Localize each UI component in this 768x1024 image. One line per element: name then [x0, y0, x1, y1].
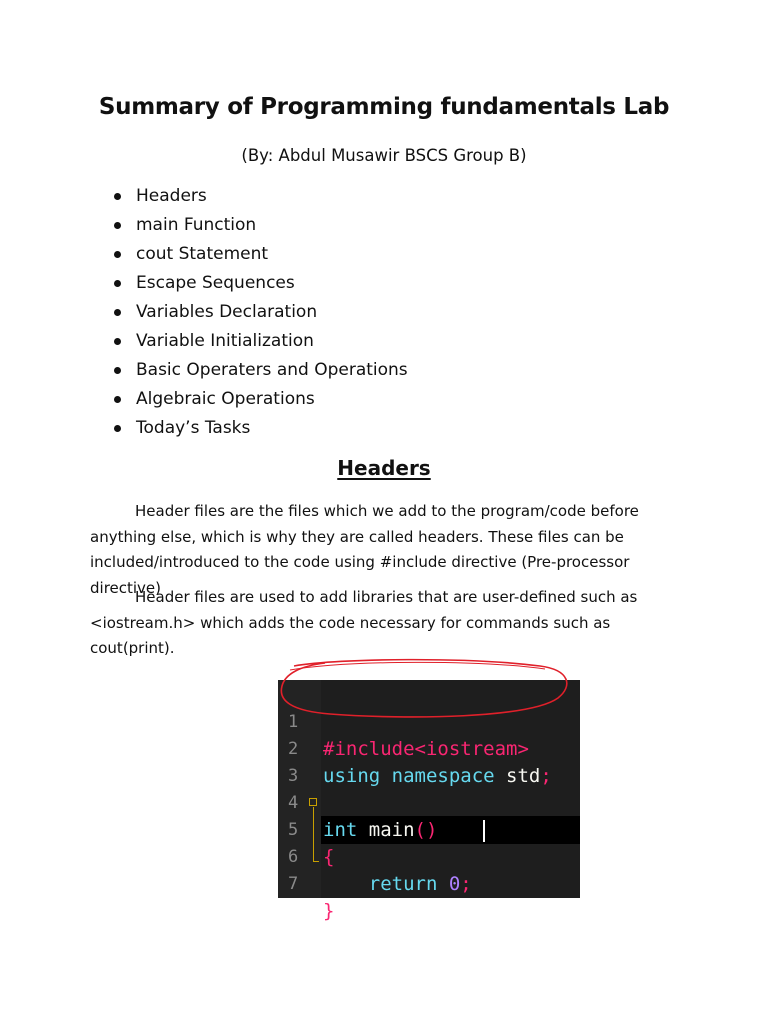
code-line-4: 4 int main()	[288, 793, 438, 841]
bullet-icon	[114, 396, 121, 403]
bullet-icon	[114, 367, 121, 374]
list-item: Variables Declaration	[110, 298, 408, 327]
section-heading-headers: Headers	[337, 456, 431, 480]
fold-guide-end	[313, 861, 319, 862]
list-item: Variable Initialization	[110, 327, 408, 356]
code-line-6: 6 return 0;	[288, 847, 472, 895]
fold-toggle-icon	[309, 798, 317, 806]
bullet-icon	[114, 425, 121, 432]
bullet-icon	[114, 280, 121, 287]
paragraph-2: Header files are used to add libraries that are user-defined such as <iostream.h> which adds the code necessary for commands such as cout(print).	[90, 588, 638, 657]
bullet-icon	[114, 309, 121, 316]
bullet-icon	[114, 193, 121, 200]
code-line-3: 3	[288, 766, 299, 786]
code-line-2: 2 using namespace std;	[288, 739, 552, 787]
code-line-5: 5 {	[288, 820, 335, 868]
code-line-7: 7 }	[288, 874, 335, 922]
list-item: Basic Operaters and Operations	[110, 356, 408, 385]
code-line-1: 1 #include<iostream>	[288, 712, 529, 760]
list-item: cout Statement	[110, 240, 408, 269]
text-cursor	[483, 820, 485, 842]
topics-list	[110, 182, 408, 443]
list-item: Algebraic Operations	[110, 385, 408, 414]
bullet-icon	[114, 338, 121, 345]
list-item: main Function	[110, 211, 408, 240]
list-item: Today’s Tasks	[110, 414, 408, 443]
document-title: Summary of Programming fundamentals Lab	[98, 94, 670, 120]
bullet-icon	[114, 222, 121, 229]
list-item: Headers	[110, 182, 408, 211]
list-item: Escape Sequences	[110, 269, 408, 298]
fold-guide-line	[313, 807, 314, 862]
author-byline: (By: Abdul Musawir BSCS Group B)	[241, 146, 527, 165]
paragraph-1: Header files are the files which we add to the program/code before anything else, which is why they are called headers. These files can be included/introduced to the code using #include directive (Pre-processor directive)	[90, 502, 639, 597]
bullet-icon	[114, 251, 121, 258]
